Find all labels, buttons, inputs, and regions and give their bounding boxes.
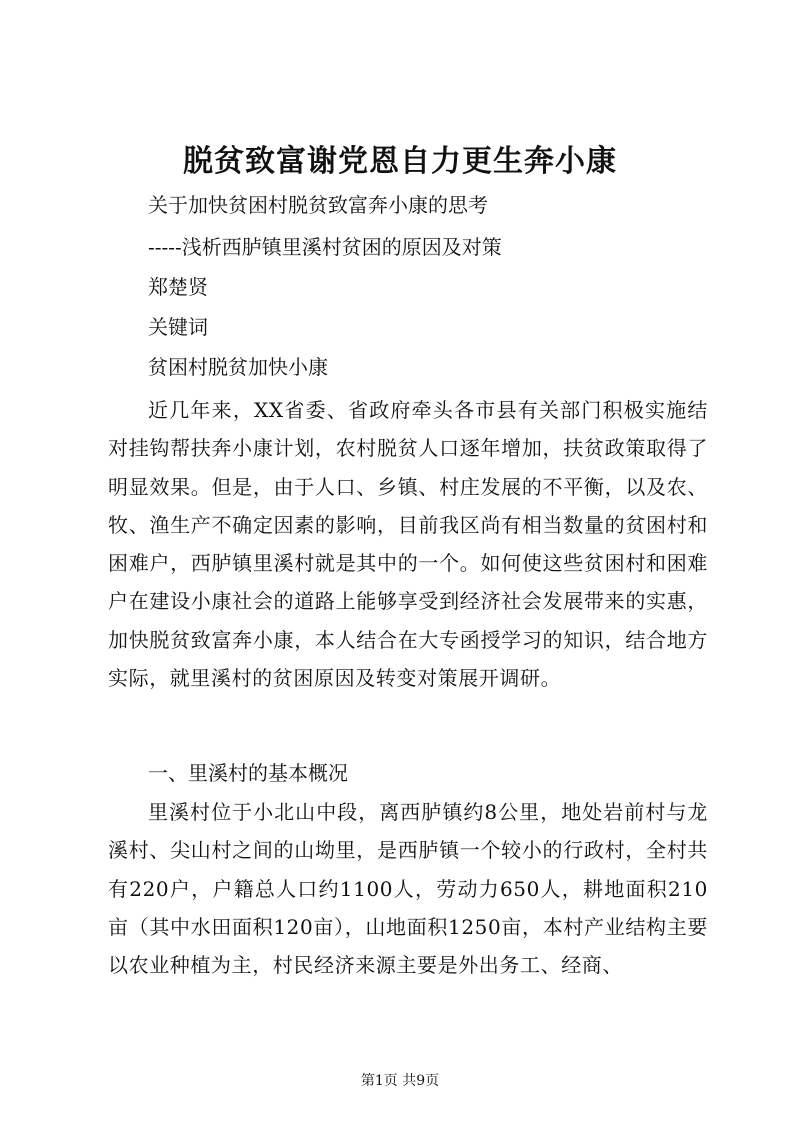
keywords-text: 贫困村脱贫加快小康 [148, 355, 328, 379]
keywords-label: 关键词 [148, 315, 208, 339]
body-paragraph-1: 近几年来，XX省委、省政府牵头各市县有关部门积极实施结对挂钩帮扶奔小康计划，农村脱贫人口逐年增加，扶贫政策取得了明显效果。但是，由于人口、乡镇、村庄发展的不平衡，以及农、牧、渔生产不确定因素的影响，目前我区尚有相当数量的贫困村和困难户，西胪镇里溪村就是其中的一个。如何使这些贫困村和困难户在建设小康社会的道路上能够享受到经济社会发展带来的实惠，加快脱贫致富奔小康，本人结合在大专函授学习的知识，结合地方实际，就里溪村的贫困原因及转变对策展开调研。 [108, 398, 708, 691]
subtitle: 关于加快贫困村脱贫致富奔小康的思考 [148, 193, 488, 217]
subtitle-secondary: -----浅析西胪镇里溪村贫困的原因及对策 [148, 235, 502, 259]
page-footer: 第1页 共9页 [360, 1073, 440, 1089]
section-heading-1: 一、里溪村的基本概况 [148, 761, 348, 785]
body-paragraph-2: 里溪村位于小北山中段，离西胪镇约8公里，地处岩前村与龙溪村、尖山村之间的山坳里，是西胪镇一个较小的行政村，全村共有220户，户籍总人口约1100人，劳动力650人，耕地面积210亩（其中水田面积120亩），山地面积1250亩，本村产业结构主要以农业种植为主，村民经济来源主要是外出务工、经商、 [108, 800, 708, 978]
document-title: 脱贫致富谢党恩自力更生奔小康 [183, 144, 617, 179]
author-name: 郑楚贤 [148, 275, 208, 299]
